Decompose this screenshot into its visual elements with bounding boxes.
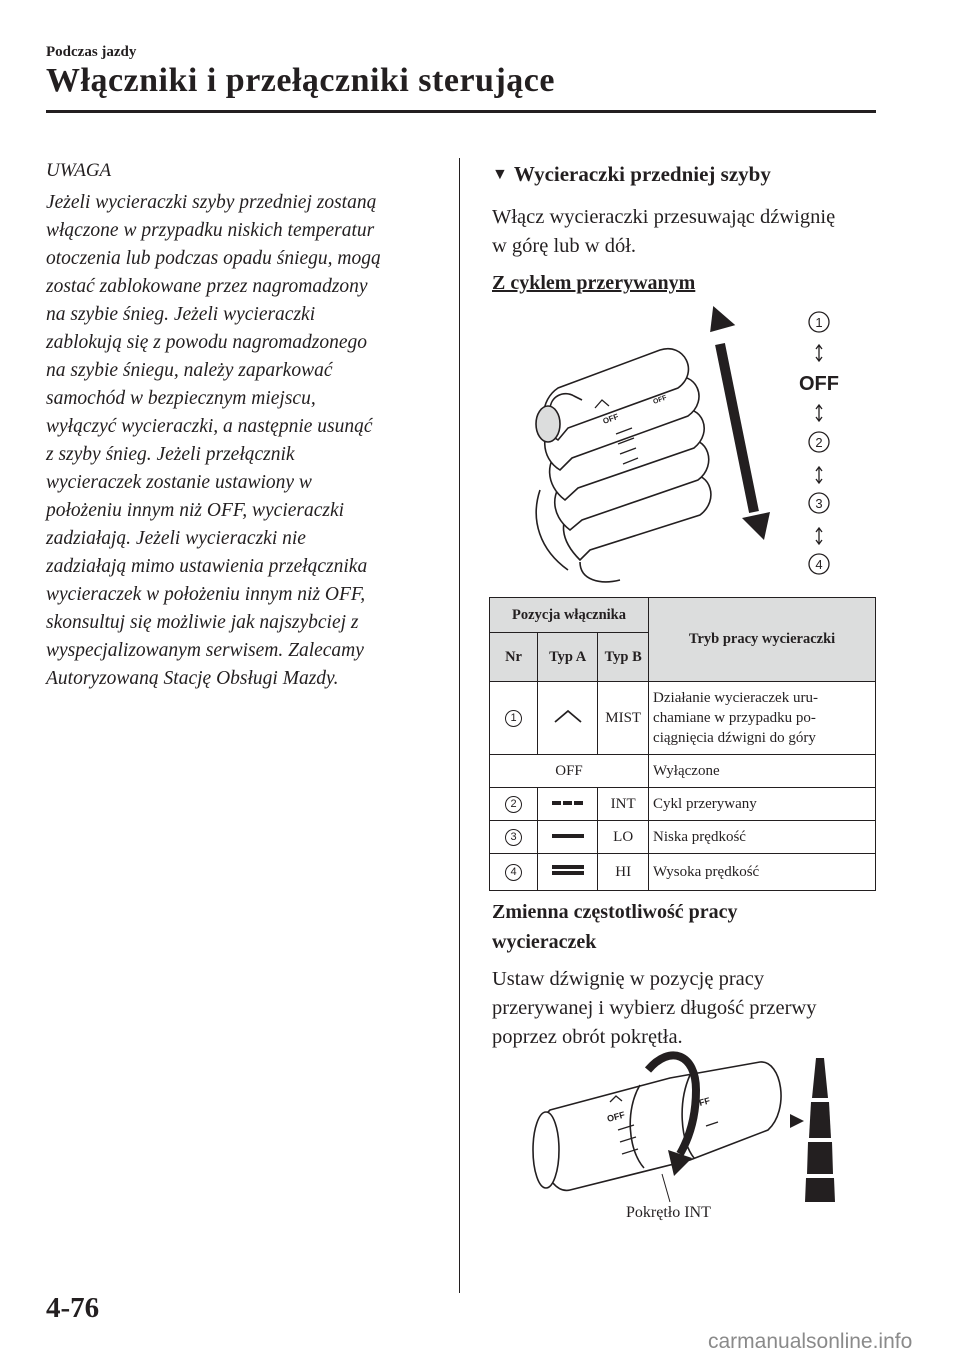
note-line: zostać zablokowane przez nagromadzony <box>46 276 368 297</box>
number-badge: 2 <box>505 796 522 813</box>
interval-subheading: Z cyklem przerywanym <box>492 272 696 294</box>
header-mode: Tryb pracy wycieraczki <box>649 598 876 682</box>
variable-body-line: Ustaw dźwignię w pozycję pracy <box>492 968 765 990</box>
note-line: wycieraczek w położeniu innym niż OFF, <box>46 584 366 605</box>
intro-line: Włącz wycieraczki przesuwając dźwignię <box>492 206 836 228</box>
table-header-row <box>490 598 876 633</box>
number-badge: 1 <box>505 710 522 727</box>
note-heading: UWAGA <box>46 160 112 181</box>
lever-ff-label: FF <box>697 1095 712 1108</box>
number-badge: 4 <box>505 864 522 881</box>
header-type-b: Typ B <box>598 633 649 682</box>
row-type-a <box>538 788 598 821</box>
row-mode: Cykl przerywany <box>649 788 876 821</box>
variable-body-line: przerywanej i wybierz długość przerwy <box>492 997 817 1019</box>
note-line: Autoryzowaną Stację Obsługi Mazdy. <box>46 668 339 689</box>
int-knob-diagram <box>520 1050 880 1210</box>
row-type-b: LO <box>598 821 649 854</box>
variable-heading-line: wycieraczek <box>492 931 597 953</box>
table-row <box>490 821 876 854</box>
note-line: na szybie śnieg. Jeżeli wycieraczki <box>46 304 316 325</box>
note-line: Jeżeli wycieraczki szyby przedniej zostaną <box>46 192 377 213</box>
position-1-label: 1 <box>815 315 823 330</box>
note-line: na szybie śniegu, należy zaparkować <box>46 360 333 381</box>
row-mode: Wysoka prędkość <box>649 854 876 891</box>
row-type-a <box>538 821 598 854</box>
note-line: zadziałają mimo ustawienia przełącznika <box>46 556 368 577</box>
note-line: skonsultuj się możliwie jak najszybciej z <box>46 612 359 633</box>
pointer-triangle-icon <box>790 1114 804 1128</box>
row-nr <box>490 788 538 821</box>
column-divider <box>459 158 460 1293</box>
position-4-label: 4 <box>815 557 823 572</box>
lever-off-label: OFF <box>601 411 620 426</box>
wipers-heading <box>492 162 771 187</box>
wiper-modes-table <box>489 597 876 891</box>
watermark: carmanualsonline.info <box>708 1330 913 1353</box>
note-line: z szyby śnieg. Jeżeli przełącznik <box>46 444 295 465</box>
position-2-label: 2 <box>815 435 823 450</box>
row-nr <box>490 682 538 755</box>
variable-body-line: poprzez obrót pokrętła. <box>492 1026 683 1048</box>
off-position-label: OFF <box>799 373 839 395</box>
table-row <box>490 788 876 821</box>
lever-off-label-rear: OFF <box>652 394 668 406</box>
knob-leader-line <box>662 1174 670 1202</box>
lever-end-cap <box>533 1112 559 1188</box>
lever-end-cap <box>536 406 560 442</box>
row-mode: Niska prędkość <box>649 821 876 854</box>
position-3-label: 3 <box>815 496 823 511</box>
note-line: zablokują się z powodu nagromadzonego <box>46 332 368 353</box>
table-row <box>490 854 876 891</box>
row-mode <box>649 682 876 755</box>
wipers-heading-text: Wycieraczki przedniej szyby <box>513 162 771 186</box>
note-line: samochód w bezpiecznym miejscu, <box>46 388 316 409</box>
lever-positions-diagram <box>520 300 880 585</box>
row-nr <box>490 854 538 891</box>
hi-icon <box>551 863 585 877</box>
variable-heading <box>492 897 882 957</box>
row-mode: Wyłączone <box>649 755 876 788</box>
page-number: 4-76 <box>46 1292 100 1324</box>
int-icon <box>551 798 585 808</box>
number-badge: 3 <box>505 829 522 846</box>
interval-indicator <box>790 1058 835 1202</box>
note-line: otoczenia lub podczas opadu śniegu, mogą <box>46 248 381 269</box>
table-row <box>490 682 876 755</box>
note-body <box>46 189 446 693</box>
note-line: włączone w przypadku niskich temperatur <box>46 220 375 241</box>
header-nr: Nr <box>490 633 538 682</box>
row-type-b: MIST <box>598 682 649 755</box>
table-row <box>490 755 876 788</box>
note-line: wyspecjalizowanym serwisem. Zalecamy <box>46 640 364 661</box>
triangle-down-icon: ▼ <box>492 166 508 183</box>
header-position: Pozycja włącznika <box>490 598 649 633</box>
variable-body <box>492 965 882 1052</box>
lever-off-label: OFF <box>605 1109 626 1124</box>
note-line: położeniu innym niż OFF, wycieraczki <box>46 500 345 521</box>
mode-line: ciągnięcia dźwigni do góry <box>653 730 816 746</box>
row-position: OFF <box>490 755 649 788</box>
movement-arrow <box>705 303 770 540</box>
note-line: zadziałają. Jeżeli wycieraczki nie <box>46 528 306 549</box>
page-title: Włączniki i przełączniki sterujące <box>46 62 555 99</box>
mode-line: Działanie wycieraczek uru- <box>653 690 818 706</box>
wipers-intro <box>492 203 882 261</box>
section-label: Podczas jazdy <box>46 44 137 60</box>
row-nr <box>490 821 538 854</box>
variable-heading-line: Zmienna częstotliwość pracy <box>492 901 738 923</box>
mist-icon <box>553 708 583 724</box>
lo-icon <box>551 831 585 841</box>
row-type-a <box>538 854 598 891</box>
int-knob-label: Pokrętło INT <box>626 1204 711 1221</box>
row-type-b: HI <box>598 854 649 891</box>
intro-line: w górę lub w dół. <box>492 235 637 257</box>
row-type-b: INT <box>598 788 649 821</box>
note-line: wycieraczek zostanie ustawiony w <box>46 472 312 493</box>
row-type-a <box>538 682 598 755</box>
mode-line: chamiane w przypadku po- <box>653 710 816 726</box>
header-type-a: Typ A <box>538 633 598 682</box>
title-divider <box>46 110 876 113</box>
note-line: wyłączyć wycieraczki, a następnie usunąć <box>46 416 373 437</box>
